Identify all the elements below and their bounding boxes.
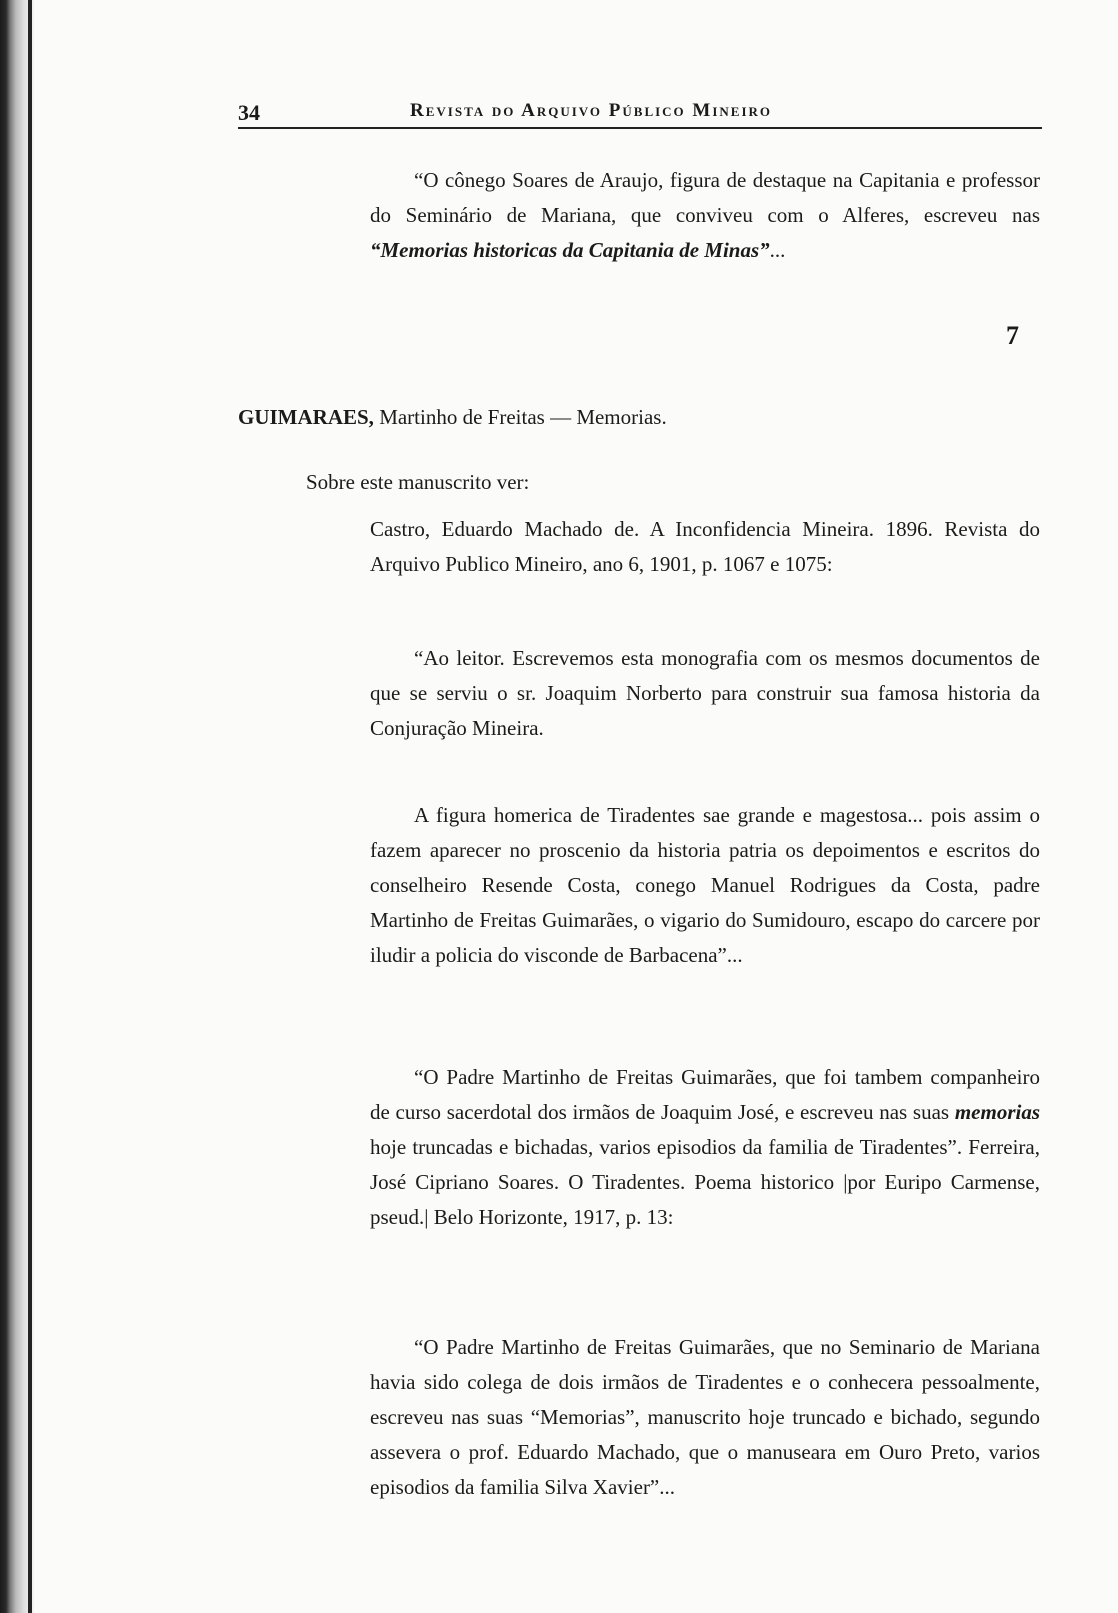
citation-castro bbox=[370, 512, 1040, 582]
see-reference-line: Sobre este manuscrito ver: bbox=[306, 470, 530, 494]
quote-padre-martinho-1 bbox=[370, 1060, 1040, 1235]
quote-text: “O cônego Soares de Araujo, figura de destaque na Capitania e professor do Seminário de Mariana, que conviveu com o Alferes, escreveu nas bbox=[370, 168, 1040, 227]
page-number: 34 bbox=[238, 100, 260, 125]
quote-text-continued: hoje truncadas e bichadas, varios episodios da familia de Tiradentes”. Ferreira, José Cipriano Soares. O Tiradentes. Poema historico |por Euripo Carmense, pseud.| Belo Horizonte, 1917, p. 13: bbox=[370, 1135, 1040, 1229]
binding-shadow bbox=[28, 0, 32, 1613]
quote-paragraph: “O Padre Martinho de Freitas Guimarães, que no Seminario de Mariana havia sido colega de dois irmãos de Tiradentes e o conhecera pessoalmente, escreveu nas suas “Memorias”, manuscrito hoje truncado e bichado, segundo assevera o prof. Eduardo Machado, que o manuseara em Ouro Preto, varios episodios da familia Silva Xavier”... bbox=[370, 1335, 1040, 1499]
quote-paragraph: “Ao leitor. Escrevemos esta monografia com os mesmos documentos de que se serviu o sr. Joaquim Norberto para construir sua famosa historia da Conjuração Mineira. bbox=[370, 646, 1040, 740]
entry-heading bbox=[238, 400, 667, 435]
header-rule bbox=[238, 127, 1042, 129]
entry-author: GUIMARAES, bbox=[238, 405, 374, 429]
quote-padre-martinho-2 bbox=[370, 1330, 1040, 1505]
entry-number: 7 bbox=[1006, 321, 1019, 350]
quote-title: “Memorias historicas da Capitania de Minas” bbox=[370, 238, 770, 262]
quote-italic-word: memorias bbox=[954, 1100, 1040, 1124]
citation-text: Castro, Eduardo Machado de. A Inconfidencia Mineira. 1896. Revista do Arquivo Publico Mineiro, ano 6, 1901, p. 1067 e 1075: bbox=[370, 517, 1040, 576]
entry-title: Martinho de Freitas — Memorias. bbox=[373, 405, 667, 429]
quote-ellipsis: ... bbox=[769, 238, 786, 262]
quote-soares-araujo bbox=[370, 163, 1040, 268]
quote-paragraph: A figura homerica de Tiradentes sae grande e magestosa... pois assim o fazem aparecer no proscenio da historia patria os depoimentos e escritos do conselheiro Resende Costa, conego Manuel Rodrigues da Costa, padre Martinho de Freitas Guimarães, o vigario do Sumidouro, escapo do carcere por iludir a policia do visconde de Barbacena”... bbox=[370, 803, 1040, 967]
quote-text: “O Padre Martinho de Freitas Guimarães, que foi tambem companheiro de curso sacerdotal dos irmãos de Joaquim José, e escreveu nas suas bbox=[370, 1065, 1040, 1124]
page-header bbox=[238, 100, 1042, 140]
quote-ao-leitor bbox=[370, 641, 1040, 746]
quote-figura-homerica bbox=[370, 798, 1040, 973]
quote-paragraph bbox=[370, 163, 1040, 268]
quote-paragraph bbox=[370, 1060, 1040, 1235]
running-title: Revista do Arquivo Público Mineiro bbox=[410, 100, 773, 121]
